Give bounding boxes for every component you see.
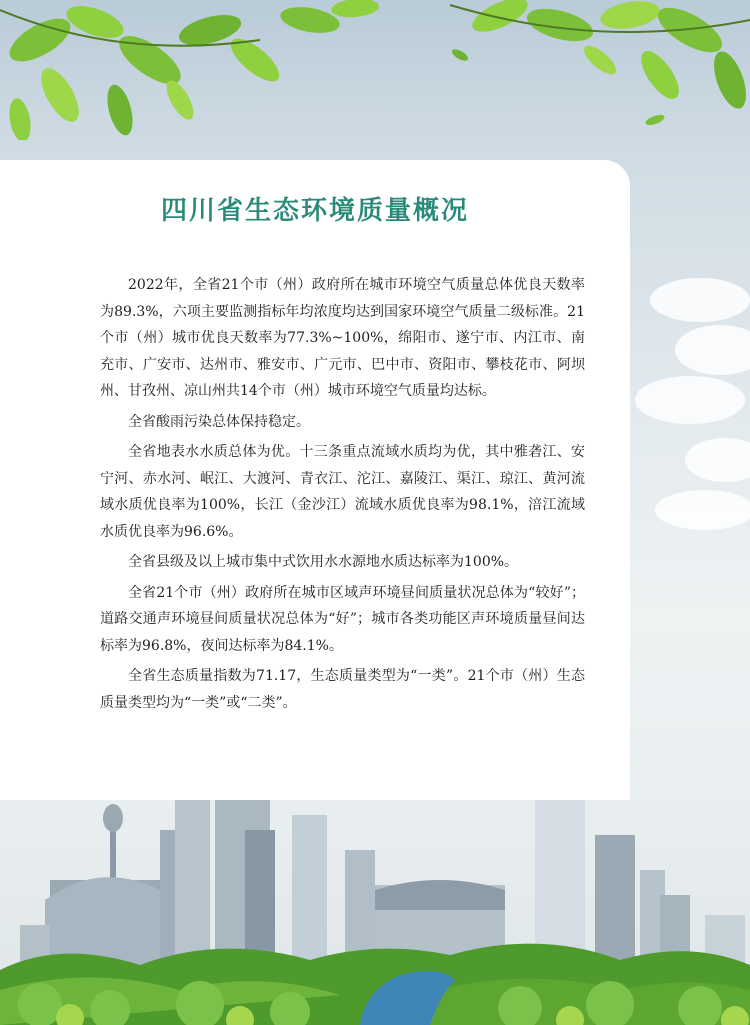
leaves-right-decoration — [440, 0, 750, 150]
paragraph-drinking-water: 全省县级及以上城市集中式饮用水水源地水质达标率为100%。 — [128, 554, 519, 570]
paragraph-ecology: 全省生态质量指数为71.17，生态质量类型为“一类”。21个市（州）生态质量类型均为“一类”或“二类”。 — [100, 668, 585, 711]
paragraph-air-quality: 2022年，全省21个市（州）政府所在城市环境空气质量总体优良天数率为89.3%，六项主要监测指标年均浓度均达到国家环境空气质量二级标准。21个市（州）城市优良天数率为77.3%~100%，绵阳市、遂宁市、内江市、南充市、广安市、达州市、雅安市、广元市、巴中市、资阳市、攀枝花市、阿坝州、甘孜州、凉山州共14个市（州）城市环境空气质量均达标。 — [100, 277, 585, 399]
body-text — [100, 272, 585, 716]
paragraph-acid-rain: 全省酸雨污染总体保持稳定。 — [128, 413, 310, 430]
leaves-left-decoration — [0, 0, 390, 140]
paragraph-noise: 全省21个市（州）政府所在城市区域声环境昼间质量状况总体为“较好”；道路交通声环境昼间质量状况总体为“好”；城市各类功能区声环境质量昼间达标率为96.8%，夜间达标率为84.1%。 — [100, 584, 585, 654]
page-title: 四川省生态环境质量概况 — [160, 196, 469, 226]
clouds-decoration — [610, 260, 750, 540]
city-skyline-illustration — [0, 790, 750, 1025]
paragraph-surface-water: 全省地表水水质总体为优。十三条重点流域水质均为优，其中雅砻江、安宁河、赤水河、岷江、大渡河、青衣江、沱江、嘉陵江、渠江、琼江、黄河流域水质优良率为100%，长江（金沙江）流域水质优良率为98.1%，涪江流域水质优良率为96.6%。 — [100, 444, 585, 540]
